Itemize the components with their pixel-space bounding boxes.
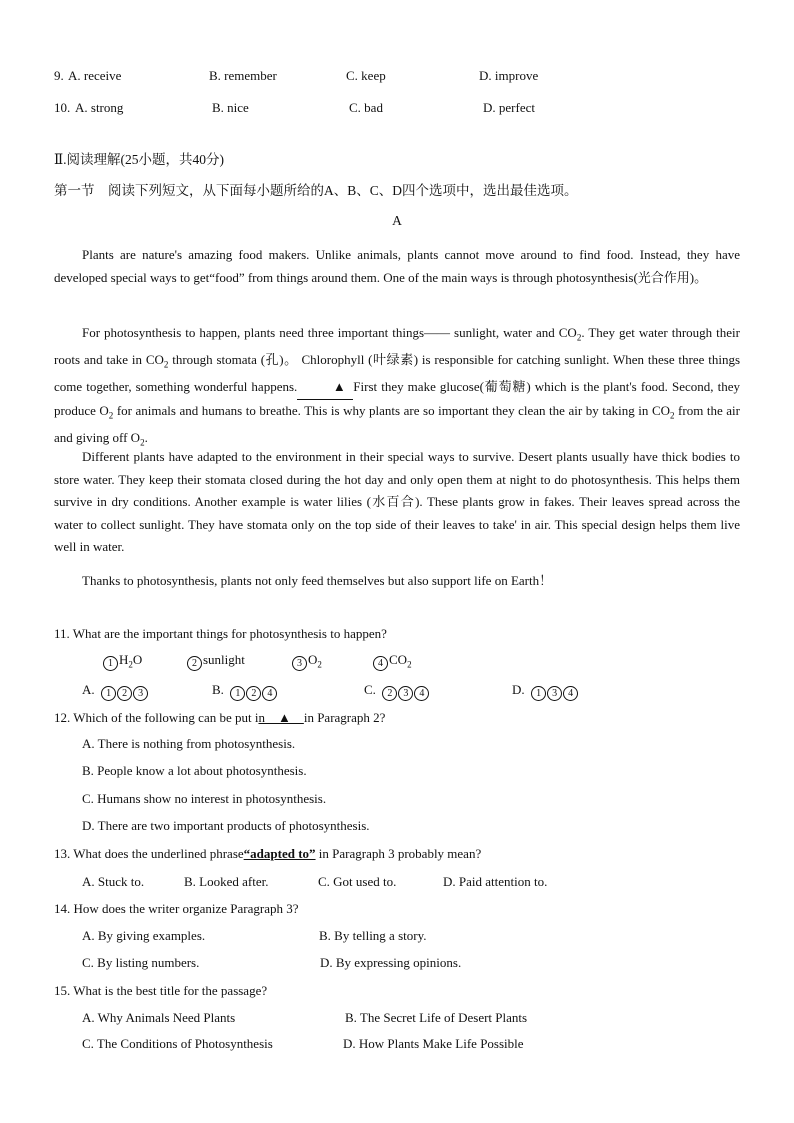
q12-blank: n ▲ (258, 710, 304, 725)
q12-option-c: C. Humans show no interest in photosynthesis. (82, 791, 327, 806)
q14-option-a: A. By giving examples. (82, 928, 206, 943)
q12-stem: 12. Which of the following can be put in ▲ in Paragraph 2? (54, 710, 386, 725)
q11-stem: 11. What are the important things for photosynthesis to happen? (54, 626, 387, 641)
section-instruction: 第一节 阅读下列短文，从下面每小题所给的A、B、C、D四个选项中，选出最佳选项。 (54, 183, 578, 198)
q14-stem: 14. How does the writer organize Paragraph 3? (54, 901, 299, 916)
q15-option-c: C. The Conditions of Photosynthesis (82, 1036, 273, 1051)
q11-item-3: 3 $O_2$ (292, 652, 322, 673)
q11-item-1: 1 $H_2O$ (103, 652, 142, 673)
q14-option-d: D. By expressing opinions. (320, 955, 462, 970)
q11-item-4: 4 $CO_2$ (373, 652, 412, 673)
q15-stem: 15. What is the best title for the passage? (54, 983, 268, 998)
passage-label: A (392, 213, 402, 228)
q9-option-d: D. improve (479, 68, 539, 83)
paragraph-3: Different plants have adapted to the environment in their special ways to survive. Desert plants usually have thick bodies to store water. They keep their stomata closed during the hot day and only open them at night to do photosynthesis. This helps them survive in dry conditions. Another example is water lilies (水百合). These plants grow in fakes. Their leaves spread across the water to collect sunlight. They have stomata only on the top side of their leaves to take' in air. This special design helps them live well in water. (54, 449, 740, 554)
q12-option-a: A. There is nothing from photosynthesis. (82, 736, 296, 751)
section-title: Ⅱ.阅读理解(25小题，共40分) (54, 152, 225, 167)
q14-option-c: C. By listing numbers. (82, 955, 200, 970)
paragraph-1: Plants are nature's amazing food makers. Unlike animals, plants cannot move around to find food. Instead, they have developed special ways to get“food” from things around them. One of the main ways is through photosynthesis(光合作用)。 (54, 247, 740, 285)
q12-option-b: B. People know a lot about photosynthesis. (82, 763, 307, 778)
q13-option-b: B. Looked after. (184, 874, 269, 889)
q11-option-b: B. 1 2 4 (212, 682, 278, 701)
q10-option-c: C. bad (349, 100, 383, 115)
paragraph-4: Thanks to photosynthesis, plants not only feed themselves but also support life on Earth！ (82, 573, 553, 588)
q11-option-c: C. 2 3 4 (364, 682, 430, 701)
q10-option-d: D. perfect (483, 100, 535, 115)
q11-item-2: 2 sunlight (187, 652, 245, 671)
q9-option-c: C. keep (346, 68, 386, 83)
q15-option-a: A. Why Animals Need Plants (82, 1010, 236, 1025)
q14-option-b: B. By telling a story. (319, 928, 427, 943)
q13-option-d: D. Paid attention to. (443, 874, 548, 889)
q10-option-a: A. strong (75, 100, 124, 115)
q10-number: 10. (54, 100, 71, 115)
q9-option-a: A. receive (68, 68, 122, 83)
paragraph-2: For photosynthesis to happen, plants need three important things—— sunlight, water and $CO_2$. They get water through their roots and take in $CO_2$ through stomata (孔)。 Chlorophyll (叶绿素) is responsible for catching sunlight. When these three things come together, something wonderful happens. ▲ First they make glucose(葡萄糖) which is the plant's food. Second, they produce $O_2$ for animals and humans to breathe. This is why plants are so important they clean the air by taking in $CO_2$ from the air and giving off $O_2$. (54, 325, 741, 448)
q9-number: 9. (54, 68, 64, 83)
q13-option-c: C. Got used to. (318, 874, 397, 889)
q11-option-a: A. 1 2 3 (82, 682, 149, 701)
q11-option-d: D. 1 3 4 (512, 682, 579, 701)
q13-option-a: A. Stuck to. (82, 874, 145, 889)
q13-underlined-phrase: “adapted to” (243, 846, 316, 861)
q9-option-b: B. remember (209, 68, 277, 83)
q15-option-d: D. How Plants Make Life Possible (343, 1036, 524, 1051)
q12-option-d: D. There are two important products of photosynthesis. (82, 818, 370, 833)
blank-marker: ▲ (297, 376, 353, 400)
q13-stem: 13. What does the underlined phrase“adapted to” in Paragraph 3 probably mean? (54, 846, 482, 861)
q15-option-b: B. The Secret Life of Desert Plants (345, 1010, 528, 1025)
q10-option-b: B. nice (212, 100, 249, 115)
